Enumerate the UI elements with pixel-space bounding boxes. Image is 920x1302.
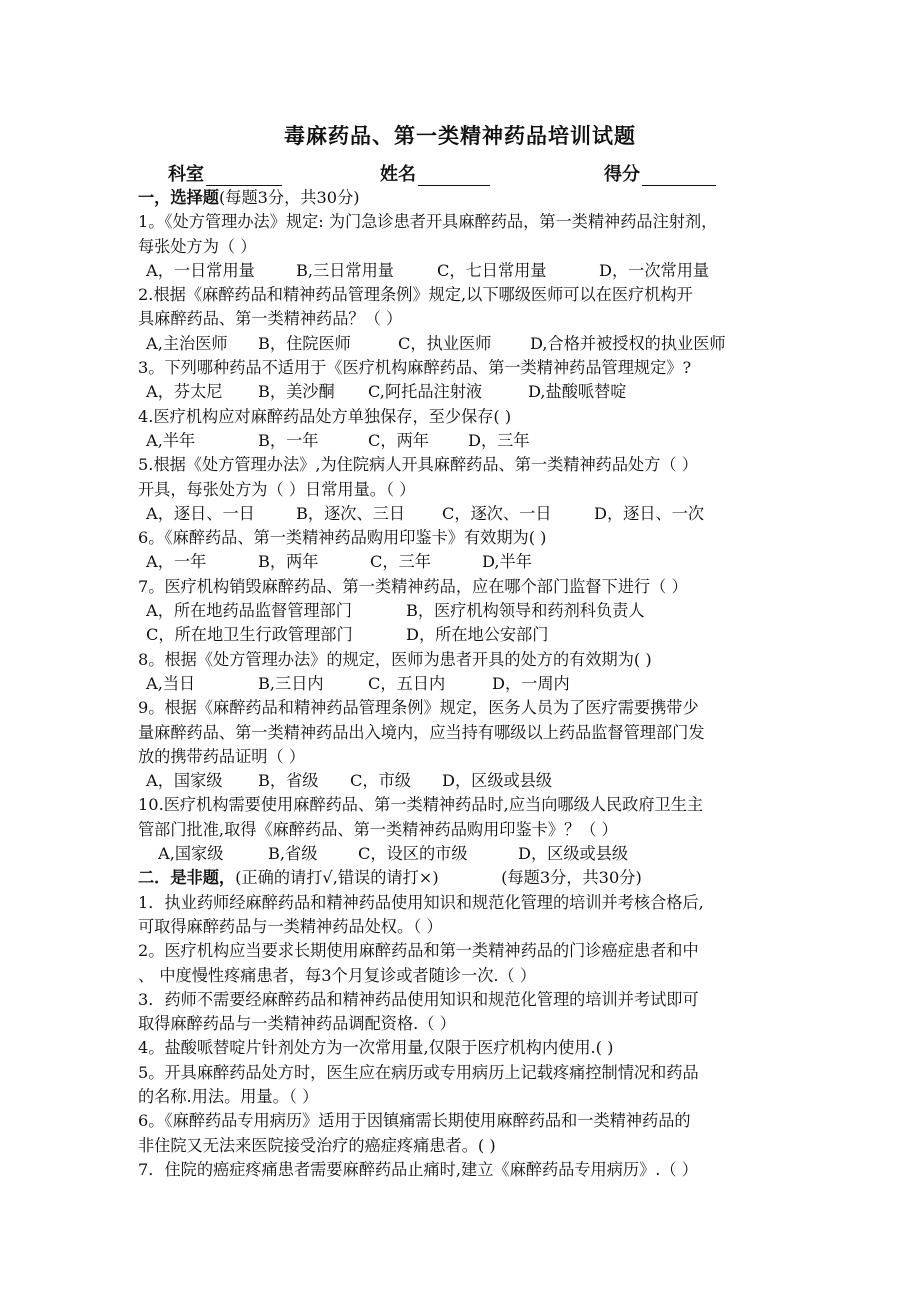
q2-option-d: D,合格并被授权的执业医师 (530, 333, 726, 353)
q10-option-a: A,国家级 (158, 844, 224, 864)
q7-line1: 7。医疗机构销毁麻醉药品、第一类精神药品，应在哪个部门监督下进行（ ） (138, 576, 688, 596)
q1-line2: 每张处方为（ ） (138, 236, 257, 256)
q9-options (138, 769, 788, 793)
tf1-line2: 可取得麻醉药品与一类精神药品处权。（ ） (138, 916, 443, 936)
tf6-line2: 非住院又无法来医院接受治疗的癌症疼痛患者。( ) (138, 1135, 496, 1155)
section1-heading: 一，选择题(每题3分，共30分) (138, 188, 360, 207)
q9-option-a: A，国家级 (146, 771, 223, 791)
q4-option-a: A,半年 (146, 430, 196, 450)
q5-options (138, 502, 788, 526)
score-label: 得分 (604, 164, 640, 185)
q10-option-d: D，区级或县级 (518, 844, 629, 864)
tf5-line1: 5。开具麻醉药品处方时，医生应在病历或专用病历上记载疼痛控制情况和药品 (138, 1062, 699, 1082)
q3-option-a: A，芬太尼 (146, 382, 223, 402)
info-header (160, 160, 760, 186)
tf5-line2: 的名称.用法。用量。（ ） (138, 1086, 319, 1106)
q7-option-d: D，所在地公安部门 (406, 625, 549, 645)
name-field (380, 160, 490, 186)
q2-option-b: B，住院医师 (258, 333, 351, 353)
q6-option-c: C，三年 (370, 552, 431, 572)
q5-option-c: C，逐次、一日 (442, 503, 552, 523)
dept-label: 科室 (168, 164, 204, 185)
q10-line2: 管部门批准,取得《麻醉药品、第一类精神药品购用印鉴卡》？（ ） (138, 819, 618, 839)
q9-option-c: C，市级 (350, 771, 411, 791)
q2-line2: 具麻醉药品、第一类精神药品？（ ） (138, 309, 403, 329)
tf2-line1: 2。医疗机构应当要求长期使用麻醉药品和第一类精神药品的门诊癌症患者和中 (138, 941, 699, 961)
q9-line2: 量麻醉药品、第一类精神药品出入境内，应当持有哪级以上药品监督管理部门发 (138, 722, 705, 742)
q4-line1: 4.医疗机构应对麻醉药品处方单独保存，至少保存( ) (138, 406, 512, 426)
q8-line1: 8。根据《处方管理办法》的规定，医师为患者开具的处方的有效期为( ) (138, 649, 652, 669)
q6-line1: 6。《麻醉药品、第一类精神药品购用印鉴卡》有效期为( ) (138, 528, 547, 548)
page-title: 毒麻药品、第一类精神药品培训试题 (284, 123, 636, 148)
q4-option-b: B，一年 (258, 430, 319, 450)
q10-option-c: C，设区的市级 (358, 844, 468, 864)
q2-options (138, 332, 788, 356)
q2-option-a: A,主治医师 (146, 333, 228, 353)
q8-options (138, 672, 788, 696)
q1-option-b: B,三日常用量 (296, 260, 394, 280)
q1-option-a: A，一日常用量 (146, 260, 255, 280)
q7-options-row2 (138, 623, 788, 647)
q8-option-b: B,三日内 (258, 673, 324, 693)
q3-options (138, 380, 788, 404)
dept-field (168, 160, 282, 186)
q6-option-b: B，两年 (258, 552, 319, 572)
q5-option-d: D，逐日、一次 (594, 503, 705, 523)
q5-option-a: A，逐日、一日 (146, 503, 255, 523)
score-field (604, 160, 716, 186)
q3-option-d: D,盐酸哌替啶 (528, 382, 627, 402)
q10-options (138, 842, 788, 866)
name-blank[interactable] (418, 167, 490, 186)
q9-option-b: B，省级 (258, 771, 319, 791)
q9-line3: 放的携带药品证明（ ） (138, 746, 306, 766)
tf2-line2: 、 中度慢性疼痛患者，每3个月复诊或者随诊一次.（ ） (138, 965, 537, 985)
q8-option-a: A,当日 (146, 673, 196, 693)
exam-content (138, 186, 788, 1182)
q6-option-a: A，一年 (146, 552, 207, 572)
q4-options (138, 429, 788, 453)
q3-option-b: B，美沙酮 (258, 382, 335, 402)
q10-option-b: B,省级 (268, 844, 318, 864)
name-label: 姓名 (380, 164, 416, 185)
score-blank[interactable] (642, 167, 716, 186)
q3-line1: 3。下列哪种药品不适用于《医疗机构麻醉药品、第一类精神药品管理规定》? (138, 358, 692, 378)
q1-option-d: D，一次常用量 (599, 260, 710, 280)
tf6-line1: 6。《麻醉药品专用病历》适用于因镇痛需长期使用麻醉药品和一类精神药品的 (138, 1111, 691, 1131)
q7-options-row1 (138, 599, 788, 623)
q2-line1: 2.根据《麻醉药品和精神药品管理条例》规定,以下哪级医师可以在医疗机构开 (138, 285, 693, 305)
tf7-line1: 7．住院的癌症疼痛患者需要麻醉药品止痛时,建立《麻醉药品专用病历》.（ ） (138, 1159, 698, 1179)
q7-option-a: A，所在地药品监督管理部门 (146, 601, 352, 621)
q8-option-d: D，一周内 (492, 673, 570, 693)
q1-options (138, 259, 788, 283)
tf1-line1: 1．执业药师经麻醉药品和精神药品使用知识和规范化管理的培训并考核合格后, (138, 892, 704, 912)
tf3-line2: 取得麻醉药品与一类精神药品调配资格.（ ） (138, 1014, 456, 1034)
q6-options (138, 550, 788, 574)
q5-line2: 开具，每张处方为（ ）日常用量。（ ） (138, 479, 416, 499)
q1-line1: 1。《处方管理办法》规定: 为门急诊患者开具麻醉药品，第一类精神药品注射剂， (138, 212, 718, 232)
section2-heading: 二．是非题，(正确的请打√,错误的请打×) (每题3分，共30分) (138, 868, 642, 888)
q5-line1: 5.根据《处方管理办法》,为住院病人开具麻醉药品、第一类精神药品处方（ ） (138, 455, 698, 475)
q9-line1: 9。根据《麻醉药品和精神药品管理条例》规定，医务人员为了医疗需要携带少 (138, 698, 699, 718)
dept-blank[interactable] (206, 167, 282, 186)
tf4-line1: 4。盐酸哌替啶片针剂处方为一次常用量,仅限于医疗机构内使用.( ) (138, 1038, 614, 1058)
q6-option-d: D,半年 (482, 552, 532, 572)
q7-option-b: B，医疗机构领导和药剂科负责人 (406, 601, 645, 621)
q8-option-c: C，五日内 (368, 673, 446, 693)
q3-option-c: C,阿托品注射液 (368, 382, 483, 402)
q4-option-c: C，两年 (368, 430, 429, 450)
q7-option-c: C，所在地卫生行政管理部门 (146, 625, 353, 645)
q10-line1: 10.医疗机构需要使用麻醉药品、第一类精神药品时,应当向哪级人民政府卫生主 (138, 795, 704, 815)
q1-option-c: C，七日常用量 (437, 260, 547, 280)
q5-option-b: B，逐次、三日 (296, 503, 406, 523)
tf3-line1: 3．药师不需要经麻醉药品和精神药品使用知识和规范化管理的培训并考试即可 (138, 989, 699, 1009)
q9-option-d: D，区级或县级 (442, 771, 553, 791)
q4-option-d: D，三年 (468, 430, 530, 450)
q2-option-c: C，执业医师 (398, 333, 492, 353)
